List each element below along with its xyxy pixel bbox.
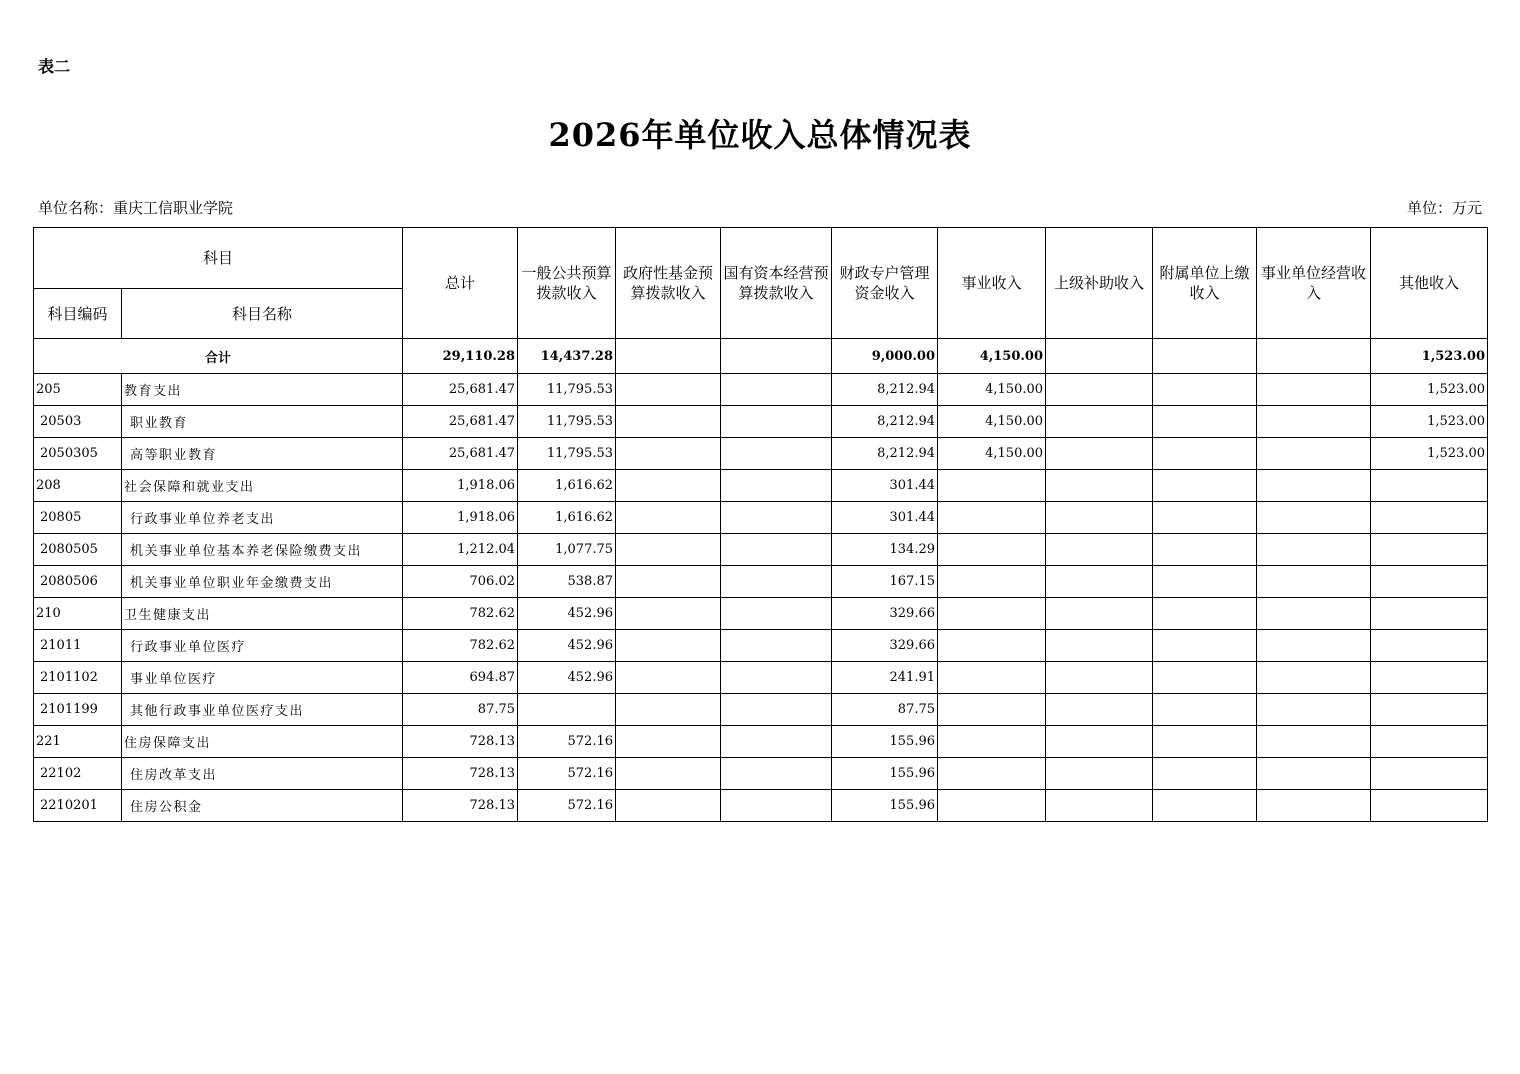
amount-cell — [721, 438, 832, 470]
subject-name-cell: 行政事业单位医疗 — [122, 630, 403, 662]
amount-cell: 167.15 — [832, 566, 938, 598]
amount-cell: 1,918.06 — [403, 470, 518, 502]
subject-code-cell: 21011 — [34, 630, 122, 662]
amount-cell — [1371, 502, 1488, 534]
amount-cell — [1046, 502, 1153, 534]
amount-cell: 8,212.94 — [832, 438, 938, 470]
header-col: 一般公共预算拨款收入 — [518, 228, 616, 339]
amount-cell: 241.91 — [832, 662, 938, 694]
subject-name-cell: 卫生健康支出 — [122, 598, 403, 630]
amount-cell — [1153, 630, 1257, 662]
amount-cell — [1153, 406, 1257, 438]
table-label: 表二 — [38, 57, 71, 76]
amount-cell — [1046, 790, 1153, 822]
amount-cell — [1046, 630, 1153, 662]
total-cell — [616, 339, 721, 374]
amount-cell — [1257, 470, 1371, 502]
amount-cell: 706.02 — [403, 566, 518, 598]
page-title: 2026年单位收入总体情况表 — [548, 116, 972, 154]
amount-cell — [938, 502, 1046, 534]
amount-cell — [721, 566, 832, 598]
amount-cell: 572.16 — [518, 790, 616, 822]
header-col: 事业单位经营收入 — [1257, 228, 1371, 339]
header-col: 上级补助收入 — [1046, 228, 1153, 339]
amount-cell — [938, 790, 1046, 822]
table-row — [34, 790, 1488, 822]
header-col: 其他收入 — [1371, 228, 1488, 339]
amount-cell: 728.13 — [403, 790, 518, 822]
amount-cell — [1153, 566, 1257, 598]
amount-cell — [1046, 406, 1153, 438]
subject-code-cell: 22102 — [34, 758, 122, 790]
amount-cell — [938, 758, 1046, 790]
amount-cell: 452.96 — [518, 630, 616, 662]
table-row — [34, 694, 1488, 726]
amount-cell — [938, 662, 1046, 694]
amount-cell — [1371, 694, 1488, 726]
amount-cell — [1257, 758, 1371, 790]
amount-cell: 1,077.75 — [518, 534, 616, 566]
amount-cell: 452.96 — [518, 598, 616, 630]
amount-cell — [1046, 438, 1153, 470]
amount-cell — [1046, 758, 1153, 790]
amount-cell: 1,616.62 — [518, 470, 616, 502]
subject-code-cell: 210 — [34, 598, 122, 630]
amount-cell: 572.16 — [518, 758, 616, 790]
amount-cell — [938, 694, 1046, 726]
amount-cell — [1153, 534, 1257, 566]
amount-cell — [616, 406, 721, 438]
unit-name: 单位名称：重庆工信职业学院 — [38, 199, 234, 217]
amount-cell — [1371, 534, 1488, 566]
subject-name-cell: 住房改革支出 — [122, 758, 403, 790]
amount-cell — [616, 502, 721, 534]
header-subject: 科目 — [34, 228, 403, 289]
amount-cell — [1371, 662, 1488, 694]
amount-cell — [1046, 470, 1153, 502]
amount-cell: 4,150.00 — [938, 406, 1046, 438]
subject-name-cell: 事业单位医疗 — [122, 662, 403, 694]
amount-cell: 728.13 — [403, 758, 518, 790]
amount-cell — [721, 374, 832, 406]
amount-cell — [1371, 470, 1488, 502]
table-row — [34, 758, 1488, 790]
income-table — [33, 227, 1488, 822]
subject-code-cell: 2050305 — [34, 438, 122, 470]
table-row — [34, 726, 1488, 758]
amount-cell — [1046, 662, 1153, 694]
amount-cell — [616, 630, 721, 662]
subject-code-cell: 2101199 — [34, 694, 122, 726]
amount-cell — [721, 534, 832, 566]
amount-cell — [1153, 726, 1257, 758]
amount-cell: 25,681.47 — [403, 374, 518, 406]
total-cell: 14,437.28 — [518, 339, 616, 374]
amount-cell — [1153, 662, 1257, 694]
amount-cell: 155.96 — [832, 758, 938, 790]
header-col: 政府性基金预算拨款收入 — [616, 228, 721, 339]
table-row — [34, 470, 1488, 502]
amount-cell — [1153, 790, 1257, 822]
amount-cell: 1,523.00 — [1371, 406, 1488, 438]
amount-cell: 155.96 — [832, 790, 938, 822]
amount-cell — [1257, 406, 1371, 438]
amount-cell: 4,150.00 — [938, 438, 1046, 470]
amount-cell — [1371, 598, 1488, 630]
total-cell — [1153, 339, 1257, 374]
amount-cell — [616, 694, 721, 726]
amount-cell — [616, 790, 721, 822]
total-cell — [1257, 339, 1371, 374]
amount-cell: 329.66 — [832, 598, 938, 630]
total-cell — [1046, 339, 1153, 374]
subject-name-cell: 行政事业单位养老支出 — [122, 502, 403, 534]
subject-code-cell: 20805 — [34, 502, 122, 534]
amount-cell: 4,150.00 — [938, 374, 1046, 406]
table-body — [34, 339, 1488, 822]
amount-cell — [616, 566, 721, 598]
amount-cell — [721, 598, 832, 630]
subject-code-cell: 2080506 — [34, 566, 122, 598]
amount-cell — [938, 566, 1046, 598]
amount-cell — [616, 374, 721, 406]
amount-cell — [1371, 566, 1488, 598]
amount-cell: 1,523.00 — [1371, 374, 1488, 406]
table-row — [34, 502, 1488, 534]
amount-cell: 1,212.04 — [403, 534, 518, 566]
total-cell: 4,150.00 — [938, 339, 1046, 374]
total-cell: 1,523.00 — [1371, 339, 1488, 374]
amount-cell: 301.44 — [832, 502, 938, 534]
amount-cell: 155.96 — [832, 726, 938, 758]
amount-cell — [721, 470, 832, 502]
amount-cell — [1371, 630, 1488, 662]
total-cell — [721, 339, 832, 374]
subject-code-cell: 2101102 — [34, 662, 122, 694]
amount-cell: 782.62 — [403, 630, 518, 662]
subject-code-cell: 208 — [34, 470, 122, 502]
amount-cell: 134.29 — [832, 534, 938, 566]
amount-cell — [616, 726, 721, 758]
total-cell: 29,110.28 — [403, 339, 518, 374]
total-row — [34, 339, 1488, 374]
amount-cell: 11,795.53 — [518, 438, 616, 470]
amount-cell — [1046, 374, 1153, 406]
amount-cell: 452.96 — [518, 662, 616, 694]
amount-cell: 11,795.53 — [518, 374, 616, 406]
table-header — [34, 228, 1488, 339]
amount-cell: 782.62 — [403, 598, 518, 630]
amount-cell: 25,681.47 — [403, 438, 518, 470]
header-subject-code: 科目编码 — [34, 289, 122, 339]
amount-cell — [1257, 630, 1371, 662]
amount-cell — [1046, 566, 1153, 598]
amount-cell — [1046, 726, 1153, 758]
header-col: 国有资本经营预算拨款收入 — [721, 228, 832, 339]
amount-cell — [1257, 790, 1371, 822]
amount-cell — [616, 598, 721, 630]
amount-cell — [938, 726, 1046, 758]
header-col: 事业收入 — [938, 228, 1046, 339]
amount-cell — [1153, 374, 1257, 406]
amount-cell — [1257, 502, 1371, 534]
amount-cell: 1,918.06 — [403, 502, 518, 534]
amount-cell: 87.75 — [403, 694, 518, 726]
amount-cell — [938, 598, 1046, 630]
amount-cell: 11,795.53 — [518, 406, 616, 438]
table-row — [34, 406, 1488, 438]
amount-cell — [1046, 694, 1153, 726]
amount-cell — [518, 694, 616, 726]
table-row — [34, 598, 1488, 630]
table-row — [34, 630, 1488, 662]
amount-cell — [721, 662, 832, 694]
header-col: 附属单位上缴收入 — [1153, 228, 1257, 339]
amount-cell — [1257, 694, 1371, 726]
header-col: 总计 — [403, 228, 518, 339]
subject-name-cell: 机关事业单位基本养老保险缴费支出 — [122, 534, 403, 566]
amount-cell — [1153, 502, 1257, 534]
amount-cell — [1153, 438, 1257, 470]
amount-cell: 728.13 — [403, 726, 518, 758]
amount-cell — [616, 758, 721, 790]
amount-cell — [721, 502, 832, 534]
header-col: 财政专户管理资金收入 — [832, 228, 938, 339]
amount-cell — [1046, 598, 1153, 630]
amount-cell: 87.75 — [832, 694, 938, 726]
amount-cell — [938, 534, 1046, 566]
amount-cell — [616, 470, 721, 502]
table-row — [34, 374, 1488, 406]
subject-name-cell: 住房保障支出 — [122, 726, 403, 758]
amount-cell — [1153, 470, 1257, 502]
amount-cell — [1257, 438, 1371, 470]
amount-cell — [1257, 534, 1371, 566]
subject-code-cell: 20503 — [34, 406, 122, 438]
total-label: 合计 — [34, 339, 403, 374]
amount-cell — [721, 726, 832, 758]
amount-cell — [938, 630, 1046, 662]
table-row — [34, 534, 1488, 566]
amount-cell — [1371, 758, 1488, 790]
amount-cell — [1257, 662, 1371, 694]
amount-cell: 329.66 — [832, 630, 938, 662]
amount-cell — [1153, 758, 1257, 790]
subject-code-cell: 2080505 — [34, 534, 122, 566]
amount-cell: 1,523.00 — [1371, 438, 1488, 470]
table-row — [34, 566, 1488, 598]
amount-cell — [1257, 598, 1371, 630]
amount-cell — [616, 662, 721, 694]
table-row — [34, 662, 1488, 694]
amount-cell: 301.44 — [832, 470, 938, 502]
subject-name-cell: 社会保障和就业支出 — [122, 470, 403, 502]
total-cell: 9,000.00 — [832, 339, 938, 374]
amount-cell — [938, 470, 1046, 502]
amount-cell: 25,681.47 — [403, 406, 518, 438]
subject-name-cell: 高等职业教育 — [122, 438, 403, 470]
amount-cell — [616, 438, 721, 470]
unit-measure: 单位：万元 — [1406, 199, 1482, 217]
amount-cell: 1,616.62 — [518, 502, 616, 534]
amount-cell — [1257, 726, 1371, 758]
amount-cell: 694.87 — [403, 662, 518, 694]
amount-cell — [1257, 566, 1371, 598]
amount-cell — [721, 790, 832, 822]
amount-cell — [1371, 726, 1488, 758]
amount-cell — [721, 694, 832, 726]
subject-code-cell: 221 — [34, 726, 122, 758]
amount-cell — [721, 406, 832, 438]
subject-name-cell: 机关事业单位职业年金缴费支出 — [122, 566, 403, 598]
header-subject-name: 科目名称 — [122, 289, 403, 339]
amount-cell — [721, 758, 832, 790]
amount-cell: 572.16 — [518, 726, 616, 758]
amount-cell — [1153, 694, 1257, 726]
subject-name-cell: 职业教育 — [122, 406, 403, 438]
subject-name-cell: 教育支出 — [122, 374, 403, 406]
subject-name-cell: 住房公积金 — [122, 790, 403, 822]
amount-cell: 8,212.94 — [832, 374, 938, 406]
amount-cell — [1257, 374, 1371, 406]
amount-cell — [1153, 598, 1257, 630]
amount-cell — [721, 630, 832, 662]
amount-cell — [616, 534, 721, 566]
subject-name-cell: 其他行政事业单位医疗支出 — [122, 694, 403, 726]
subject-code-cell: 2210201 — [34, 790, 122, 822]
amount-cell: 8,212.94 — [832, 406, 938, 438]
amount-cell: 538.87 — [518, 566, 616, 598]
amount-cell — [1046, 534, 1153, 566]
subject-code-cell: 205 — [34, 374, 122, 406]
amount-cell — [1371, 790, 1488, 822]
table-row — [34, 438, 1488, 470]
